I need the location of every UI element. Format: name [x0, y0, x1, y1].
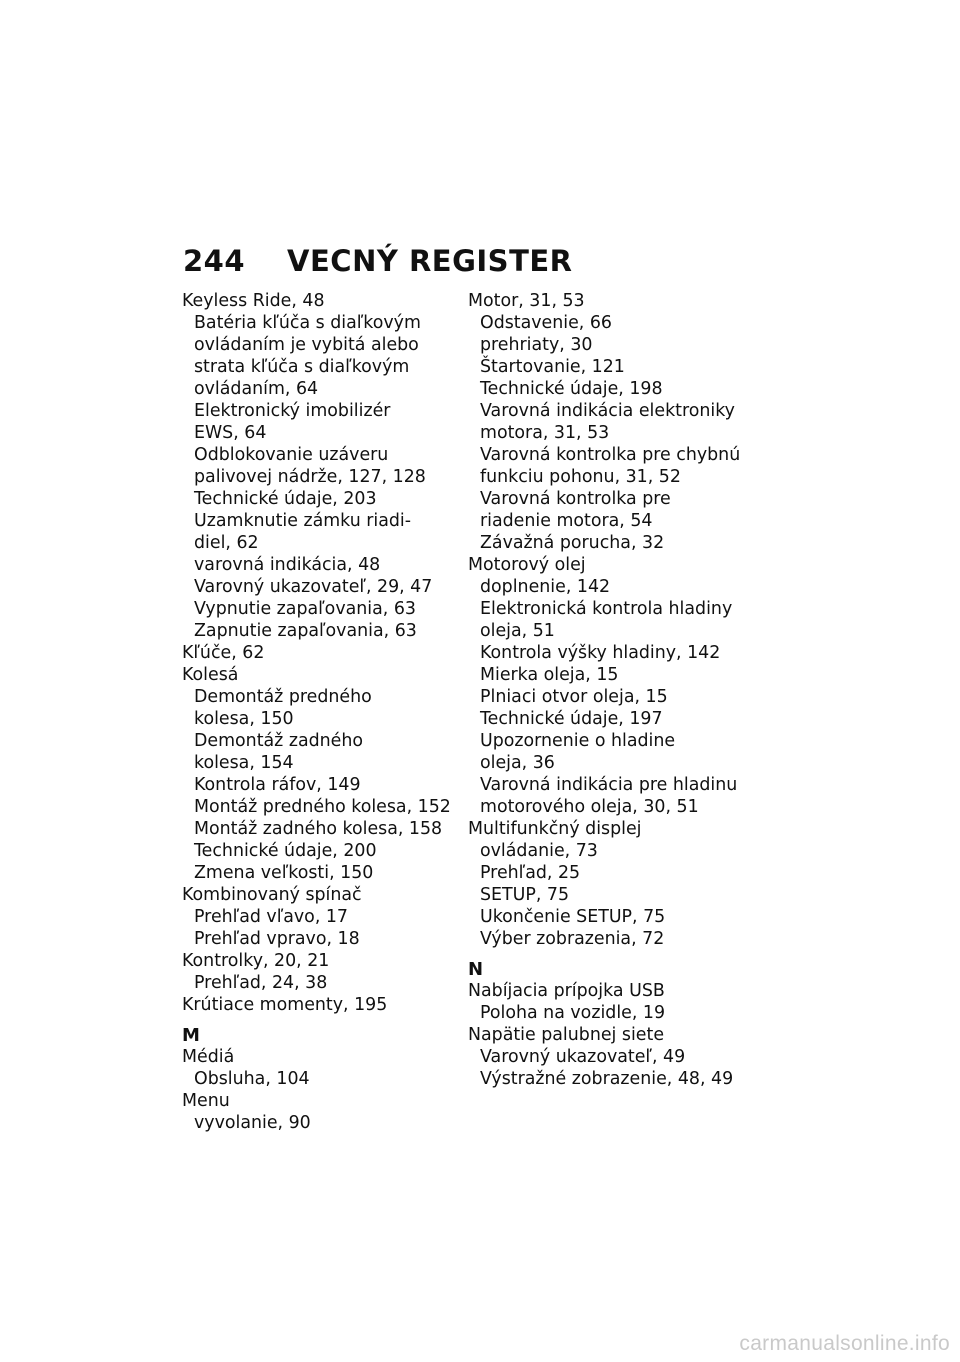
index-subentry-line: Výber zobrazenia, 72: [480, 929, 665, 949]
index-subentry-line: Odstavenie, 66: [480, 313, 612, 333]
index-subentry-line: Technické údaje, 198: [480, 379, 663, 399]
index-subentry-line: Odblokovanie uzáveru: [194, 445, 389, 465]
index-subentry-line: motora, 31, 53: [480, 423, 610, 443]
index-subentry: [182, 620, 457, 642]
index-subentry-line: Varovný ukazovateľ, 49: [480, 1047, 686, 1067]
index-subentry-line: varovná indikácia, 48: [194, 555, 381, 575]
index-subentry-line: Varovná indikácia elektroniky: [480, 401, 735, 421]
index-entry: Krútiace momenty, 195: [182, 995, 388, 1015]
index-subentry: [182, 840, 457, 862]
index-subentry: [468, 862, 743, 884]
index-subentry-line: Prehľad, 24, 38: [194, 973, 328, 993]
index-subentry: [468, 576, 743, 598]
index-subentry: [468, 356, 743, 378]
index-entry: Kľúče, 62: [182, 643, 265, 663]
index-subentry: [182, 928, 457, 950]
index-subentry-line: Mierka oleja, 15: [480, 665, 619, 685]
index-subentry-line: Kontrola výšky hladiny, 142: [480, 643, 721, 663]
index-subentry: [182, 1068, 457, 1090]
index-column-right: [468, 290, 743, 1090]
index-subentry-line: doplnenie, 142: [480, 577, 611, 597]
index-subentry-line: riadenie motora, 54: [480, 511, 653, 531]
index-entry: Napätie palubnej siete: [468, 1025, 665, 1045]
index-subentry-line: Varovná kontrolka pre: [480, 489, 671, 509]
index-subentry: [468, 1068, 743, 1090]
index-subentry-line: Závažná porucha, 32: [480, 533, 665, 553]
index-subentry: [182, 576, 457, 598]
index-subentry: [468, 400, 743, 444]
index-subentry: [468, 532, 743, 554]
watermark: carmanualsonline.info: [739, 1332, 950, 1355]
index-subentry-line: Montáž predného kolesa, 152: [194, 797, 451, 817]
index-subentry-line: prehriaty, 30: [480, 335, 593, 355]
index-subentry: [468, 664, 743, 686]
index-subentry: [468, 774, 743, 818]
index-entry: Multifunkčný displej: [468, 819, 642, 839]
index-subentry-line: Výstražné zobrazenie, 48, 49: [480, 1069, 734, 1089]
index-subentry: [182, 312, 457, 400]
index-subentry-line: SETUP, 75: [480, 885, 570, 905]
index-subentry-line: Montáž zadného kolesa, 158: [194, 819, 443, 839]
index-subentry: [182, 862, 457, 884]
index-subentry: [468, 1046, 743, 1068]
index-subentry: [182, 400, 457, 444]
index-entry: Menu: [182, 1091, 230, 1111]
index-subentry: [468, 378, 743, 400]
index-subentry-line: vyvolanie, 90: [194, 1113, 311, 1133]
index-subentry-line: Technické údaje, 203: [194, 489, 377, 509]
index-subentry-line: Prehľad, 25: [480, 863, 581, 883]
index-subentry: [468, 488, 743, 532]
index-subentry: [468, 686, 743, 708]
index-subentry: [468, 928, 743, 950]
index-subentry-line: Demontáž predného: [194, 687, 372, 707]
index-subentry-line: Obsluha, 104: [194, 1069, 310, 1089]
index-subentry-line: Upozornenie o hladine: [480, 731, 676, 751]
index-subentry: [182, 774, 457, 796]
index-subentry-line: Vypnutie zapaľovania, 63: [194, 599, 416, 619]
index-subentry-line: Kontrola ráfov, 149: [194, 775, 361, 795]
index-entry: Médiá: [182, 1047, 235, 1067]
index-entry: Keyless Ride, 48: [182, 291, 325, 311]
index-subentry-line: palivovej nádrže, 127, 128: [194, 467, 426, 487]
index-entry: Kolesá: [182, 665, 239, 685]
index-subentry-line: Varovná kontrolka pre chybnú: [480, 445, 741, 465]
index-subentry-line: funkciu pohonu, 31, 52: [480, 467, 681, 487]
index-subentry: [468, 1002, 743, 1024]
index-subentry: [182, 1112, 457, 1134]
index-subentry: [182, 598, 457, 620]
index-subentry-line: ovládaním, 64: [194, 379, 319, 399]
index-subentry-line: Uzamknutie zámku riadi-: [194, 511, 412, 531]
section-letter: M: [182, 1025, 200, 1046]
index-column-left: [182, 290, 457, 1134]
index-subentry: [182, 444, 457, 488]
index-subentry: [468, 598, 743, 642]
index-subentry: [182, 686, 457, 730]
index-subentry-line: Technické údaje, 197: [480, 709, 663, 729]
index-subentry-line: Varovná indikácia pre hladinu: [480, 775, 738, 795]
index-subentry: [468, 444, 743, 488]
index-subentry: [468, 884, 743, 906]
index-subentry-line: Demontáž zadného: [194, 731, 364, 751]
index-subentry: [182, 554, 457, 576]
index-subentry-line: Plniaci otvor oleja, 15: [480, 687, 668, 707]
index-subentry-line: oleja, 51: [480, 621, 555, 641]
index-subentry-line: Elektronický imobilizér: [194, 401, 391, 421]
index-subentry: [182, 818, 457, 840]
index-entry: Motorový olej: [468, 555, 586, 575]
index-subentry-line: Technické údaje, 200: [194, 841, 377, 861]
index-subentry-line: kolesa, 150: [194, 709, 294, 729]
page-header: [183, 244, 573, 278]
index-subentry-line: Prehľad vľavo, 17: [194, 907, 349, 927]
index-subentry-line: Batéria kľúča s diaľkovým: [194, 313, 421, 333]
index-subentry: [468, 642, 743, 664]
index-subentry: [182, 730, 457, 774]
index-entry: Kombinovaný spínač: [182, 885, 362, 905]
index-subentry-line: oleja, 36: [480, 753, 555, 773]
index-subentry-line: ovládanie, 73: [480, 841, 598, 861]
index-subentry-line: motorového oleja, 30, 51: [480, 797, 699, 817]
page-number: 244: [183, 244, 246, 278]
index-subentry: [182, 972, 457, 994]
index-entry: Motor, 31, 53: [468, 291, 585, 311]
index-subentry: [182, 906, 457, 928]
index-entry: Kontrolky, 20, 21: [182, 951, 330, 971]
index-subentry-line: strata kľúča s diaľkovým: [194, 357, 410, 377]
index-subentry-line: Varovný ukazovateľ, 29, 47: [194, 577, 433, 597]
index-subentry-line: Zmena veľkosti, 150: [194, 863, 374, 883]
index-subentry-line: EWS, 64: [194, 423, 267, 443]
index-subentry: [182, 796, 457, 818]
index-subentry: [468, 334, 743, 356]
index-subentry-line: ovládaním je vybitá alebo: [194, 335, 419, 355]
section-letter: N: [468, 959, 484, 980]
index-subentry-line: Prehľad vpravo, 18: [194, 929, 360, 949]
index-subentry: [468, 730, 743, 774]
index-subentry-line: Štartovanie, 121: [480, 357, 625, 377]
page-title: VECNÝ REGISTER: [287, 244, 573, 278]
index-subentry: [468, 840, 743, 862]
index-subentry: [468, 312, 743, 334]
index-subentry-line: diel, 62: [194, 533, 259, 553]
index-subentry: [468, 906, 743, 928]
index-subentry-line: kolesa, 154: [194, 753, 294, 773]
index-subentry: [468, 708, 743, 730]
index-subentry-line: Zapnutie zapaľovania, 63: [194, 621, 417, 641]
index-subentry: [182, 488, 457, 510]
index-entry: Nabíjacia prípojka USB: [468, 981, 665, 1001]
index-subentry-line: Poloha na vozidle, 19: [480, 1003, 666, 1023]
index-subentry: [182, 510, 457, 554]
index-subentry-line: Ukončenie SETUP, 75: [480, 907, 666, 927]
index-subentry-line: Elektronická kontrola hladiny: [480, 599, 733, 619]
